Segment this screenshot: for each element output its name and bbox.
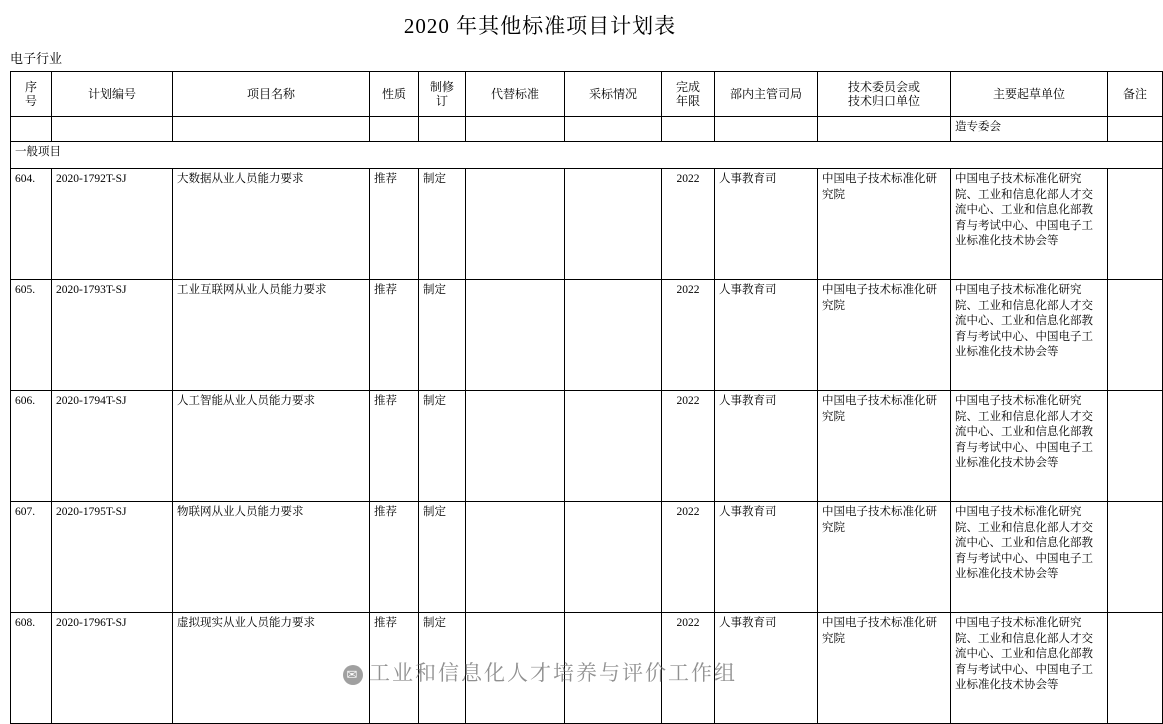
column-header-tc-line2: 技术归口单位 (847, 94, 920, 108)
cell-year: 2022 (662, 169, 715, 280)
cell-tc: 中国电子技术标准化研究院 (818, 169, 951, 280)
cell-remark (1108, 502, 1163, 613)
column-header-tc (818, 72, 951, 117)
cell-tc: 中国电子技术标准化研究院 (818, 502, 951, 613)
column-header-remark: 备注 (1108, 72, 1163, 117)
cell-seq: 606. (11, 391, 52, 502)
cell-adopt (565, 391, 662, 502)
subheader-cell-year (662, 117, 715, 142)
column-header-name: 项目名称 (173, 72, 370, 117)
cell-tc: 中国电子技术标准化研究院 (818, 613, 951, 724)
cell-revise: 制定 (419, 280, 466, 391)
cell-revise: 制定 (419, 169, 466, 280)
column-header-revise (419, 72, 466, 117)
cell-nature: 推荐 (370, 280, 419, 391)
cell-nature: 推荐 (370, 391, 419, 502)
table-row (11, 169, 1163, 280)
cell-revise: 制定 (419, 502, 466, 613)
column-header-revise-line2: 订 (435, 94, 448, 108)
cell-drafter: 中国电子技术标准化研究院、工业和信息化部人才交流中心、工业和信息化部教育与考试中心、中国电子工业标准化技术协会等 (951, 169, 1108, 280)
column-header-replace: 代替标准 (466, 72, 565, 117)
column-header-revise-line1: 制修 (429, 79, 454, 94)
table-row (11, 391, 1163, 502)
column-header-tc-line1: 技术委员会或 (847, 79, 920, 94)
table-row (11, 280, 1163, 391)
cell-revise: 制定 (419, 391, 466, 502)
cell-remark (1108, 391, 1163, 502)
cell-replace (466, 280, 565, 391)
cell-name: 大数据从业人员能力要求 (173, 169, 370, 280)
cell-seq: 608. (11, 613, 52, 724)
subheader-cell-remark (1108, 117, 1163, 142)
cell-seq: 607. (11, 502, 52, 613)
cell-name: 虚拟现实从业人员能力要求 (173, 613, 370, 724)
cell-dept: 人事教育司 (715, 613, 818, 724)
subheader-cell-dept (715, 117, 818, 142)
cell-dept: 人事教育司 (715, 169, 818, 280)
subheader-cell-code (52, 117, 173, 142)
cell-drafter: 中国电子技术标准化研究院、工业和信息化部人才交流中心、工业和信息化部教育与考试中心、中国电子工业标准化技术协会等 (951, 613, 1108, 724)
watermark-text: 工业和信息化人才培养与评价工作组 (369, 661, 737, 685)
subheader-cell-revise (419, 117, 466, 142)
cell-tc: 中国电子技术标准化研究院 (818, 280, 951, 391)
column-header-year-line1: 完成 (675, 79, 700, 94)
column-header-code: 计划编号 (52, 72, 173, 117)
subheader-cell-seq (11, 117, 52, 142)
cell-name: 人工智能从业人员能力要求 (173, 391, 370, 502)
subheader-cell-name (173, 117, 370, 142)
page-title: 2020 年其他标准项目计划表 (403, 14, 677, 38)
cell-remark (1108, 280, 1163, 391)
cell-nature: 推荐 (370, 502, 419, 613)
table-header-row (11, 72, 1163, 117)
cell-nature: 推荐 (370, 613, 419, 724)
cell-name: 工业互联网从业人员能力要求 (173, 280, 370, 391)
column-header-dept: 部内主管司局 (715, 72, 818, 117)
column-header-year-line2: 年限 (675, 94, 700, 108)
cell-drafter: 中国电子技术标准化研究院、工业和信息化部人才交流中心、工业和信息化部教育与考试中心、中国电子工业标准化技术协会等 (951, 280, 1108, 391)
column-header-seq (11, 72, 52, 117)
cell-year: 2022 (662, 391, 715, 502)
cell-seq: 604. (11, 169, 52, 280)
cell-tc: 中国电子技术标准化研究院 (818, 391, 951, 502)
industry-label: 电子行业 (10, 51, 63, 66)
cell-replace (466, 613, 565, 724)
cell-code: 2020-1793T-SJ (52, 280, 173, 391)
cell-drafter: 中国电子技术标准化研究院、工业和信息化部人才交流中心、工业和信息化部教育与考试中心、中国电子工业标准化技术协会等 (951, 391, 1108, 502)
cell-remark (1108, 613, 1163, 724)
cell-dept: 人事教育司 (715, 502, 818, 613)
column-header-nature: 性质 (370, 72, 419, 117)
cell-code: 2020-1794T-SJ (52, 391, 173, 502)
standards-plan-table (10, 71, 1163, 724)
table-header (11, 72, 1163, 117)
table-row (11, 613, 1163, 724)
cell-code: 2020-1792T-SJ (52, 169, 173, 280)
cell-dept: 人事教育司 (715, 280, 818, 391)
wechat-icon: ✉ (343, 665, 363, 685)
cell-code: 2020-1796T-SJ (52, 613, 173, 724)
subheader-cell-nature (370, 117, 419, 142)
group-label: 一般项目 (11, 142, 1163, 169)
cell-seq: 605. (11, 280, 52, 391)
cell-adopt (565, 280, 662, 391)
cell-year: 2022 (662, 502, 715, 613)
column-header-seq-line2: 号 (24, 94, 37, 108)
table-row (11, 502, 1163, 613)
cell-nature: 推荐 (370, 169, 419, 280)
subheader-cell-adopt (565, 117, 662, 142)
cell-revise: 制定 (419, 613, 466, 724)
cell-code: 2020-1795T-SJ (52, 502, 173, 613)
cell-year: 2022 (662, 280, 715, 391)
cell-drafter: 中国电子技术标准化研究院、工业和信息化部人才交流中心、工业和信息化部教育与考试中心、中国电子工业标准化技术协会等 (951, 502, 1108, 613)
table-subheader-row (11, 117, 1163, 142)
cell-remark (1108, 169, 1163, 280)
cell-adopt (565, 502, 662, 613)
column-header-seq-line1: 序 (24, 79, 37, 94)
subheader-cell-replace (466, 117, 565, 142)
cell-name: 物联网从业人员能力要求 (173, 502, 370, 613)
cell-adopt (565, 613, 662, 724)
cell-replace (466, 502, 565, 613)
table-group-row (11, 142, 1163, 169)
cell-adopt (565, 169, 662, 280)
table-body (11, 117, 1163, 724)
subheader-cell-drafter-note: 造专委会 (951, 117, 1108, 142)
subheader-cell-tc (818, 117, 951, 142)
cell-replace (466, 391, 565, 502)
column-header-drafter: 主要起草单位 (951, 72, 1108, 117)
column-header-adopt: 采标情况 (565, 72, 662, 117)
cell-replace (466, 169, 565, 280)
cell-year: 2022 (662, 613, 715, 724)
cell-dept: 人事教育司 (715, 391, 818, 502)
column-header-year (662, 72, 715, 117)
